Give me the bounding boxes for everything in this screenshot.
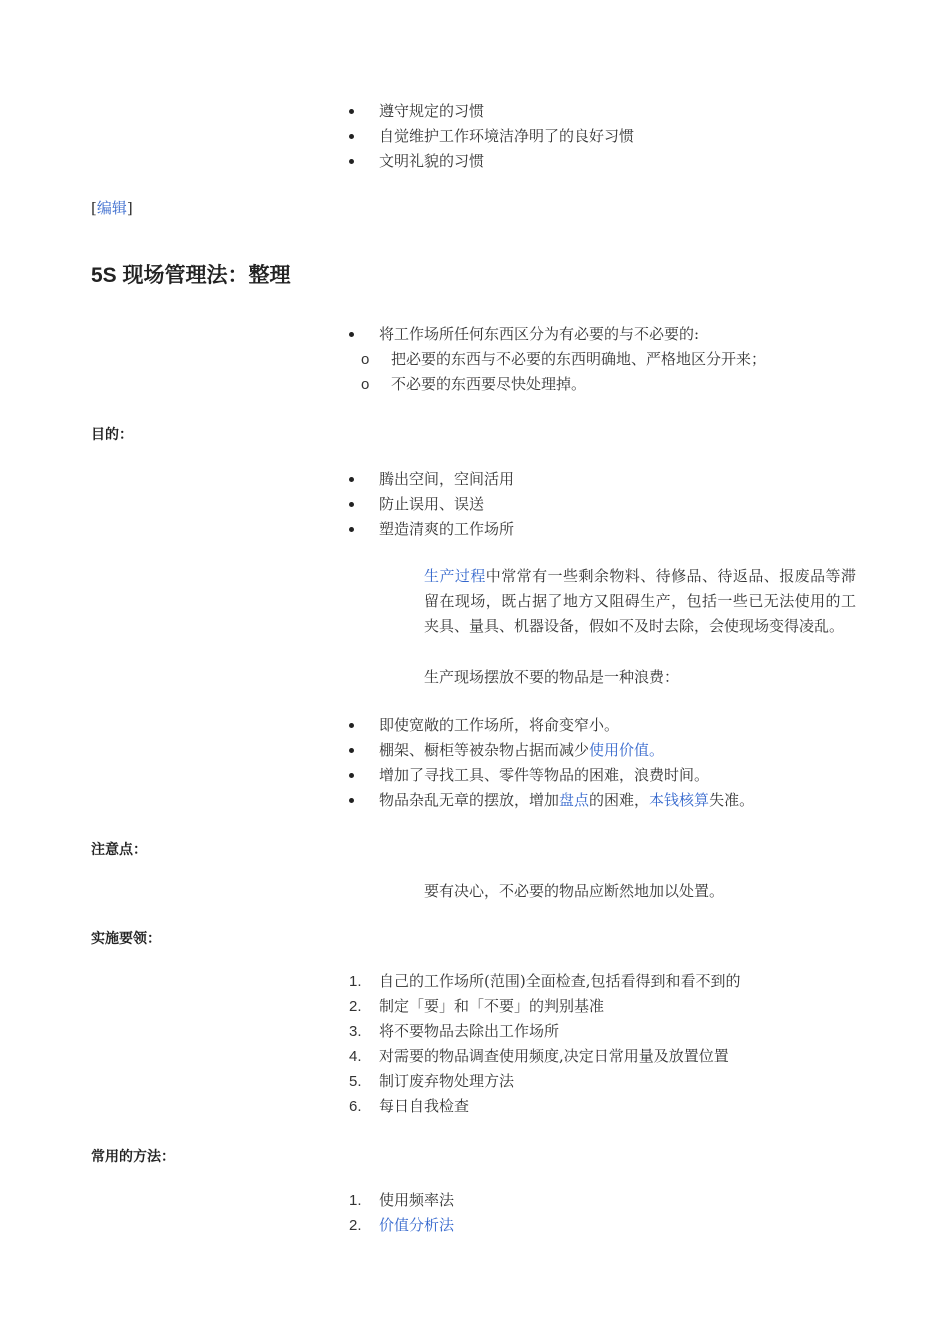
edit-section — [91, 196, 133, 221]
list-item: 使用频率法 — [379, 1191, 455, 1209]
steps-label: 实施要领： — [91, 930, 161, 946]
list-item: 文明礼貌的习惯 — [379, 152, 485, 170]
methods-label: 常用的方法： — [91, 1148, 175, 1164]
list-item: 遵守规定的习惯 — [379, 102, 485, 120]
list-item: 每日自我检查 — [379, 1097, 470, 1115]
item-text: 。 — [649, 741, 665, 759]
list-number: 3. — [349, 1023, 362, 1040]
use-value-link[interactable]: 使用价值 — [589, 741, 650, 759]
inventory-link[interactable]: 盘点 — [559, 791, 590, 809]
bullet-icon — [349, 109, 354, 114]
sub-bullet-icon: o — [361, 351, 370, 368]
attention-label: 注意点： — [91, 841, 147, 857]
list-item: 增加了寻找工具、零件等物品的困难，浪费时间。 — [379, 766, 710, 784]
list-item: 制订废弃物处理方法 — [379, 1072, 515, 1090]
cost-accounting-link[interactable]: 本钱核算 — [649, 791, 710, 809]
item-text: 失准。 — [709, 791, 755, 809]
bullet-icon — [349, 502, 354, 507]
sub-list-item: 不必要的东西要尽快处理掉。 — [391, 375, 587, 393]
bullet-icon — [349, 332, 354, 337]
list-item: 将工作场所任何东西区分为有必要的与不必要的: — [379, 325, 700, 343]
list-item: 即使宽敞的工作场所，将俞变窄小。 — [379, 716, 620, 734]
sub-bullet-icon: o — [361, 376, 370, 393]
value-analysis-link[interactable]: 价值分析法 — [379, 1216, 455, 1234]
bullet-icon — [349, 527, 354, 532]
paragraph-text: 中常常有一些剩余物料、待修品、待返品、报废品等滞留在现场，既占据了地方又阻碍生产，包括一些已无法使用的工夹具、量具、机器设备，假如不及时去除，会使现场变得凌乱。 — [424, 567, 856, 635]
production-process-link[interactable]: 生产过程 — [424, 567, 486, 585]
list-number: 6. — [349, 1098, 362, 1115]
list-number: 1. — [349, 973, 362, 990]
list-item — [379, 788, 754, 813]
list-number: 2. — [349, 998, 362, 1015]
bullet-icon — [349, 723, 354, 728]
list-item: 自己的工作场所(范围)全面检查,包括看得到和看不到的 — [379, 972, 741, 990]
list-item: 将不要物品去除出工作场所 — [379, 1022, 560, 1040]
edit-link[interactable]: 编辑 — [96, 199, 127, 217]
item-text: 的困难， — [589, 791, 650, 809]
sub-list-item: 把必要的东西与不必要的东西明确地、严格地区分开来； — [391, 350, 767, 368]
bullet-icon — [349, 477, 354, 482]
list-item: 塑造清爽的工作场所 — [379, 520, 515, 538]
list-number: 2. — [349, 1217, 362, 1234]
list-item: 防止误用、误送 — [379, 495, 485, 513]
section-heading: 5S 现场管理法：整理 — [91, 264, 291, 287]
edit-bracket-close: ] — [126, 199, 133, 217]
list-number: 5. — [349, 1073, 362, 1090]
list-item: 腾出空间，空间活用 — [379, 470, 515, 488]
bullet-icon — [349, 798, 354, 803]
purpose-label: 目的： — [91, 426, 133, 442]
list-item: 对需要的物品调查使用频度,决定日常用量及放置位置 — [379, 1047, 729, 1065]
list-item: 自觉维护工作环境洁净明了的良好习惯 — [379, 127, 635, 145]
attention-text: 要有决心，不必要的物品应断然地加以处置。 — [424, 882, 725, 900]
list-item: 制定「要」和「不要」的判别基准 — [379, 997, 605, 1015]
bullet-icon — [349, 773, 354, 778]
edit-bracket-open: [ — [91, 199, 97, 217]
list-item — [379, 738, 664, 763]
purpose-paragraph — [424, 564, 856, 639]
list-number: 4. — [349, 1048, 362, 1065]
list-number: 1. — [349, 1192, 362, 1209]
waste-intro: 生产现场摆放不要的物品是一种浪费： — [424, 668, 680, 686]
bullet-icon — [349, 159, 354, 164]
item-text: 物品杂乱无章的摆放，增加 — [379, 791, 560, 809]
bullet-icon — [349, 134, 354, 139]
item-text: 棚架、橱柜等被杂物占据而减少 — [379, 741, 590, 759]
bullet-icon — [349, 748, 354, 753]
